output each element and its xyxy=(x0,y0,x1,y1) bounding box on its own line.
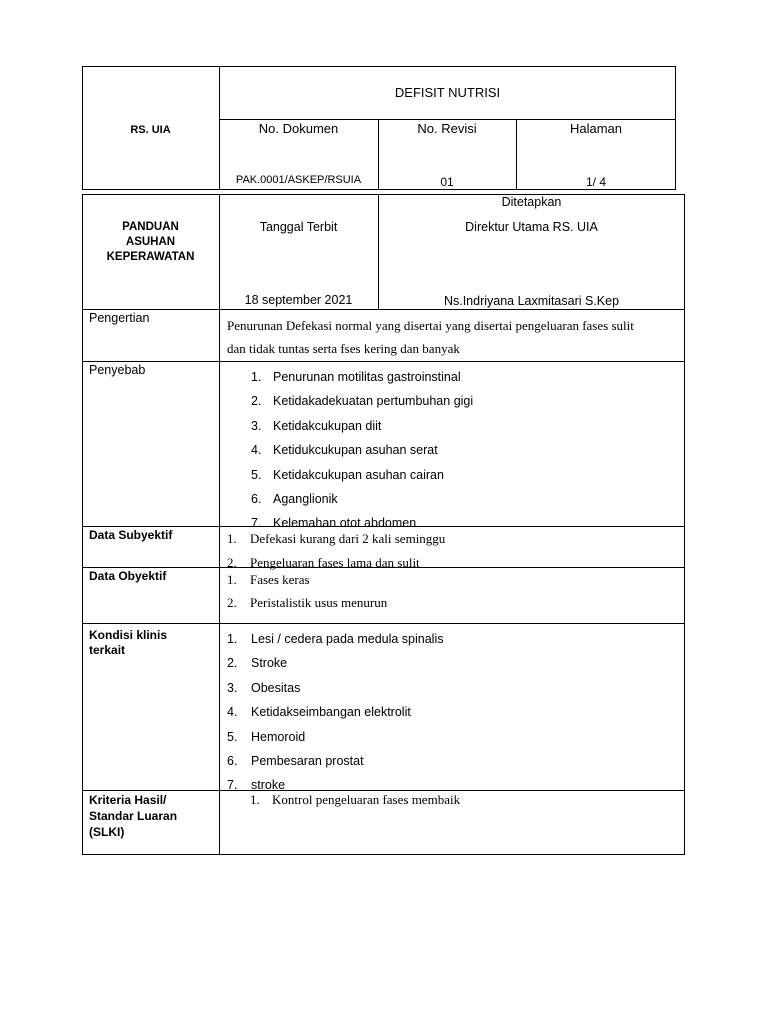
penyebab-label: Penyebab xyxy=(89,363,146,377)
doc-number-label: No. Dokumen xyxy=(258,121,339,136)
row-divider xyxy=(82,361,685,362)
signer-name: Ns.Indriyana Laxmitasari S.Kep xyxy=(443,294,620,308)
list-item: 2. Stroke xyxy=(227,656,288,671)
header-divider xyxy=(219,119,676,120)
obyektif-list xyxy=(227,568,387,614)
row-divider xyxy=(82,623,685,624)
guide-divider xyxy=(378,194,379,309)
list-item: 2. Ketidakadekuatan pertumbuhan gigi xyxy=(251,394,474,409)
penyebab-list xyxy=(251,365,473,536)
list-item: 2. Peristalistik usus menurun xyxy=(227,595,388,610)
publish-date-value: 18 september 2021 xyxy=(244,293,353,307)
guide-title: PANDUAN ASUHAN KEPERAWATAN xyxy=(106,221,195,263)
list-item: 4. Ketidakseimbangan elektrolit xyxy=(227,705,411,720)
list-item: 7. stroke xyxy=(227,778,286,793)
kriteria-label: Kriteria Hasil/ Standar Luaran (SLKI) xyxy=(89,793,178,839)
list-item: 6. Aganglionik xyxy=(251,492,338,507)
subyektif-label: Data Subyektif xyxy=(89,528,173,542)
obyektif-label: Data Obyektif xyxy=(89,569,167,583)
page-value: 1/ 4 xyxy=(585,175,606,189)
document-title: DEFISIT NUTRISI xyxy=(394,85,501,100)
publish-date-label: Tanggal Terbit xyxy=(259,220,338,234)
list-item: 1. Defekasi kurang dari 2 kali seminggu xyxy=(227,531,446,546)
hospital-name: RS. UIA xyxy=(130,124,171,136)
revision-value: 01 xyxy=(440,175,454,189)
list-item: 3. Obesitas xyxy=(227,680,301,695)
director-title: Direktur Utama RS. UIA xyxy=(465,220,598,234)
set-by-label: Ditetapkan xyxy=(501,195,562,209)
list-item: 4. Ketidukcukupan asuhan serat xyxy=(251,443,438,458)
row-divider xyxy=(82,309,685,310)
list-item: 1. Penurunan motilitas gastroinstinal xyxy=(251,370,461,384)
list-item: 2. Pengeluaran fases lama dan sulit xyxy=(227,555,420,570)
list-item: 1. Kontrol pengeluaran fases membaik xyxy=(250,792,461,807)
kondisi-list xyxy=(227,627,443,798)
list-item: 7. Kelemahan otot abdomen xyxy=(251,516,417,531)
kondisi-label: Kondisi klinis terkait xyxy=(89,628,168,657)
list-item: 5. Ketidakcukupan asuhan cairan xyxy=(251,467,444,482)
list-item: 6. Pembesaran prostat xyxy=(227,754,364,769)
pengertian-label: Pengertian xyxy=(89,311,150,325)
list-item: 1. Lesi / cedera pada medula spinalis xyxy=(227,632,444,646)
revision-label: No. Revisi xyxy=(417,121,477,136)
page-label: Halaman xyxy=(569,121,623,136)
list-item: 5. Hemoroid xyxy=(227,729,306,744)
list-item: 3. Ketidakcukupan diit xyxy=(251,418,382,433)
pengertian-line: Penurunan Defekasi normal yang disertai yang disertai pengeluaran fases sulit xyxy=(227,318,634,333)
kriteria-list xyxy=(250,792,460,808)
doc-number-value: PAK.0001/ASKEP/RSUIA xyxy=(235,174,362,186)
pengertian-line: dan tidak tuntas serta fses kering dan banyak xyxy=(227,341,460,356)
list-item: 1. Fases keras xyxy=(227,572,310,587)
